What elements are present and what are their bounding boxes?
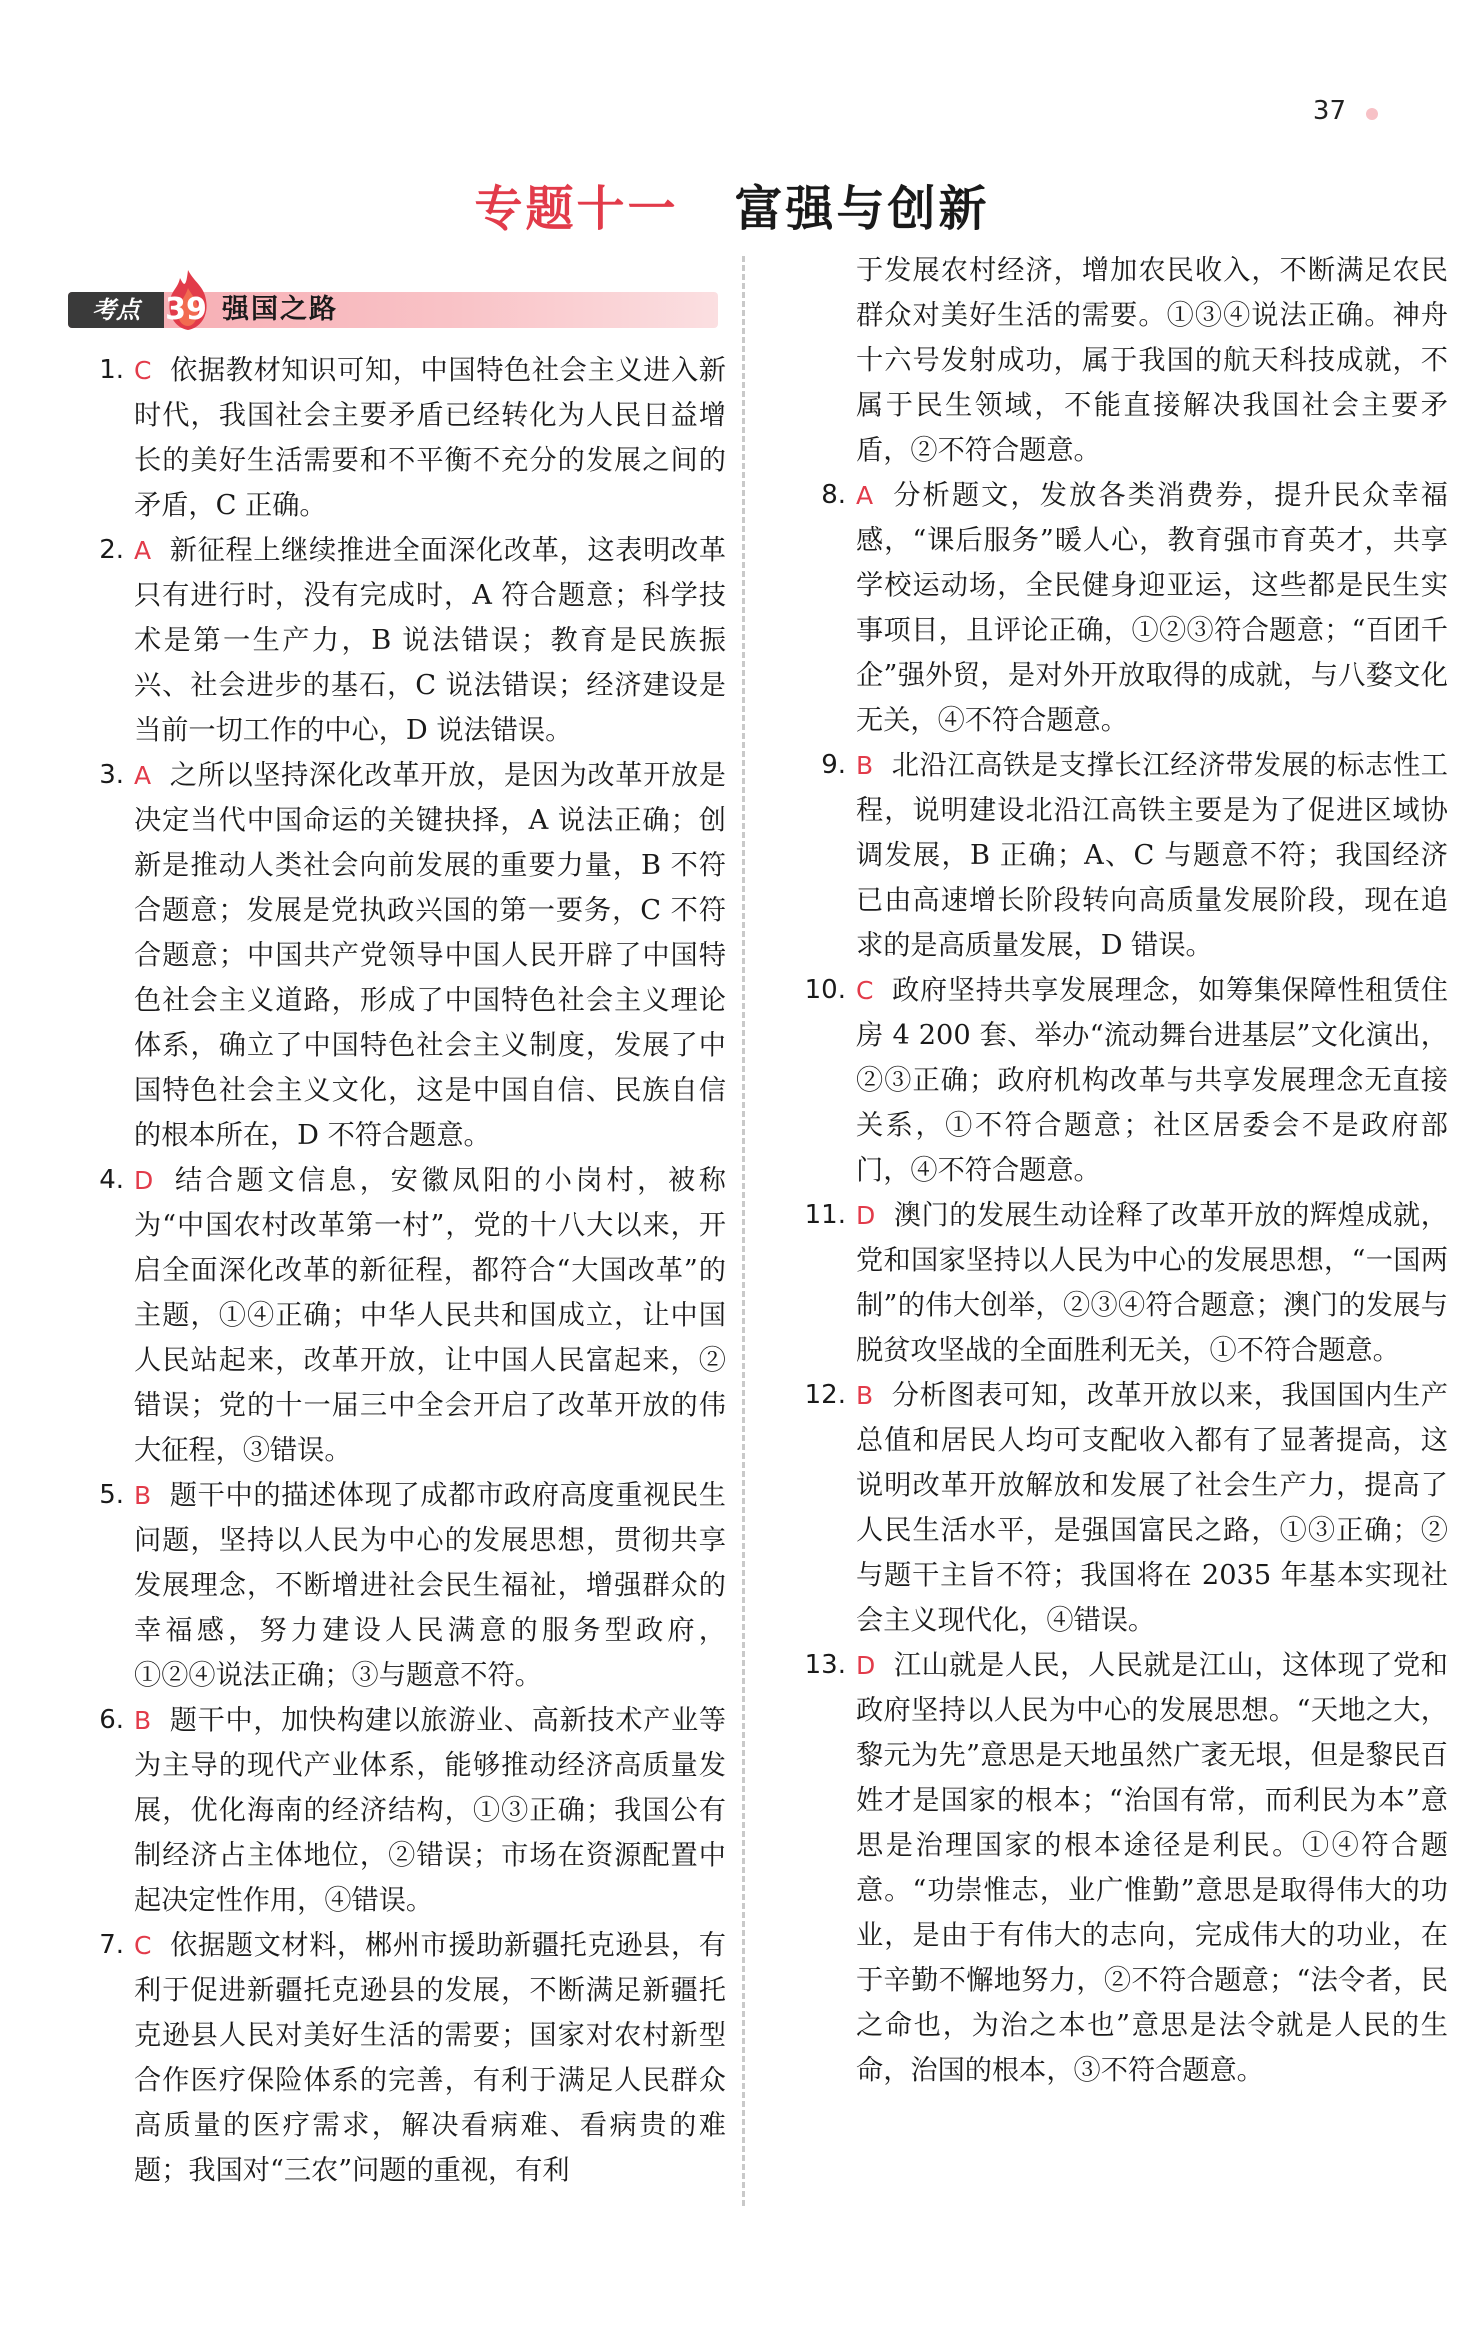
answer-item: [68, 1158, 726, 1473]
answer-item: [68, 1473, 726, 1698]
item-text: 题干中，加快构建以旅游业、高新技术产业等为主导的现代产业体系，能够推动经济高质量发展，优化海南的经济结构，①③正确；我国公有制经济占主体地位，②错误；市场在资源配置中起决定性作用，④错误。: [134, 1705, 726, 1916]
item-text: 新征程上继续推进全面深化改革，这表明改革只有进行时，没有完成时，A 符合题意；科学技术是第一生产力，B 说法错误；教育是民族振兴、社会进步的基石，C 说法错误；经济建设是当前一切工作的中心，D 说法错误。: [134, 535, 726, 746]
answer-letter: B: [856, 751, 874, 780]
item-text: 分析图表可知，改革开放以来，我国国内生产总值和居民人均可支配收入都有了显著提高，这说明改革开放解放和发展了社会生产力，提高了人民生活水平，是强国富民之路，①③正确；②与题干主旨不符；我国将在 2035 年基本实现社会主义现代化，④错误。: [856, 1380, 1448, 1636]
answer-item: [790, 1373, 1448, 1643]
topic-label: 专题十一: [474, 181, 679, 237]
answer-letter: A: [134, 536, 152, 565]
answer-letter: C: [134, 356, 152, 385]
item-number: 5.: [99, 1480, 124, 1510]
item-text: 分析题文，发放各类消费券，提升民众幸福感，“课后服务”暖人心，教育强市育英才，共享学校运动场，全民健身迎亚运，这些都是民生实事项目，且评论正确，①②③符合题意；“百团千企”强外贸，是对外开放取得的成就，与八婺文化无关，④不符合题意。: [856, 480, 1448, 736]
answer-letter: C: [856, 976, 874, 1005]
column-divider: [742, 256, 745, 2206]
page-title: [0, 170, 1464, 239]
item-number: 11.: [804, 1200, 846, 1230]
answer-item: [790, 1643, 1448, 2093]
item-number: 8.: [821, 480, 846, 510]
right-column: [790, 248, 1448, 2093]
answer-letter: A: [134, 761, 152, 790]
page-dot: [1366, 108, 1378, 120]
item-text: 江山就是人民，人民就是江山，这体现了党和政府坚持以人民为中心的发展思想。“天地之大，黎元为先”意思是天地虽然广袤无垠，但是黎民百姓才是国家的根本；“治国有常，而利民为本”意思是治理国家的根本途径是利民。①④符合题意。“功崇惟志，业广惟勤”意思是取得伟大的功业，是由于有伟大的志向，完成伟大的功业，在于辛勤不懈地努力，②不符合题意；“法令者，民之命也，为治之本也”意思是法令就是人民的生命，治国的根本，③不符合题意。: [856, 1650, 1448, 2086]
answer-item: [790, 473, 1448, 743]
continuation-text: 于发展农村经济，增加农民收入，不断满足农民群众对美好生活的需要。①③④说法正确。神舟十六号发射成功，属于我国的航天科技成就，不属于民生领域，不能直接解决我国社会主要矛盾，②不符合题意。: [856, 255, 1448, 466]
answer-letter: B: [134, 1706, 152, 1735]
item-number: 13.: [804, 1650, 846, 1680]
item-number: 2.: [99, 535, 124, 565]
item-number: 10.: [804, 975, 846, 1005]
item-number: 4.: [99, 1165, 124, 1195]
answer-letter: B: [856, 1381, 874, 1410]
item-text: 之所以坚持深化改革开放，是因为改革开放是决定当代中国命运的关键抉择，A 说法正确；创新是推动人类社会向前发展的重要力量，B 不符合题意；发展是党执政兴国的第一要务，C 不符合题意；中国共产党领导中国人民开辟了中国特色社会主义道路，形成了中国特色社会主义理论体系，确立了中国特色社会主义制度，发展了中国特色社会主义文化，这是中国自信、民族自信的根本所在，D 不符合题意。: [134, 760, 726, 1151]
item-number: 12.: [804, 1380, 846, 1410]
item-number: 3.: [99, 760, 124, 790]
left-column: [68, 348, 726, 2193]
item-text: 澳门的发展生动诠释了改革开放的辉煌成就，党和国家坚持以人民为中心的发展思想，“一国两制”的伟大创举，②③④符合题意；澳门的发展与脱贫攻坚战的全面胜利无关，①不符合题意。: [856, 1200, 1448, 1366]
answer-letter: D: [856, 1201, 876, 1230]
kaodian-tag: 考点: [68, 292, 164, 328]
item-number: 6.: [99, 1705, 124, 1735]
item-number: 7.: [99, 1930, 124, 1960]
answer-item: [68, 1698, 726, 1923]
kaodian-number: 39: [165, 292, 207, 327]
page-number: 37: [1312, 96, 1346, 126]
item-text: 北沿江高铁是支撑长江经济带发展的标志性工程，说明建设北沿江高铁主要是为了促进区域协调发展，B 正确；A、C 与题意不符；我国经济已由高速增长阶段转向高质量发展阶段，现在追求的是高质量发展，D 错误。: [856, 750, 1448, 961]
answer-item: [790, 968, 1448, 1193]
kaodian-header: [68, 282, 718, 330]
item-text: 政府坚持共享发展理念，如筹集保障性租赁住房 4 200 套、举办“流动舞台进基层”文化演出，②③正确；政府机构改革与共享发展理念无直接关系，①不符合题意；社区居委会不是政府部门，④不符合题意。: [856, 975, 1448, 1186]
subject-label: 富强与创新: [734, 181, 990, 237]
answer-item: [68, 528, 726, 753]
item-text: 结合题文信息，安徽凤阳的小岗村，被称为“中国农村改革第一村”，党的十八大以来，开启全面深化改革的新征程，都符合“大国改革”的主题，①④正确；中华人民共和国成立，让中国人民站起来，改革开放，让中国人民富起来，②错误；党的十一届三中全会开启了改革开放的伟大征程，③错误。: [134, 1165, 726, 1466]
answer-letter: D: [856, 1651, 876, 1680]
item-text: 题干中的描述体现了成都市政府高度重视民生问题，坚持以人民为中心的发展思想，贯彻共享发展理念，不断增进社会民生福祉，增强群众的幸福感，努力建设人民满意的服务型政府，①②④说法正确；③与题意不符。: [134, 1480, 726, 1691]
item-continuation: [790, 248, 1448, 473]
answer-item: [68, 1923, 726, 2193]
answer-item: [790, 1193, 1448, 1373]
item-number: 1.: [99, 355, 124, 385]
kaodian-name: 强国之路: [222, 294, 338, 325]
answer-letter: D: [134, 1166, 154, 1195]
item-text: 依据教材知识可知，中国特色社会主义进入新时代，我国社会主要矛盾已经转化为人民日益增长的美好生活需要和不平衡不充分的发展之间的矛盾，C 正确。: [134, 355, 726, 521]
item-text: 依据题文材料，郴州市援助新疆托克逊县，有利于促进新疆托克逊县的发展，不断满足新疆托克逊县人民对美好生活的需要；国家对农村新型合作医疗保险体系的完善，有利于满足人民群众高质量的医疗需求，解决看病难、看病贵的难题；我国对“三农”问题的重视，有利: [134, 1930, 726, 2186]
answer-letter: C: [134, 1931, 152, 1960]
item-number: 9.: [821, 750, 846, 780]
answer-letter: A: [856, 481, 874, 510]
answer-item: [68, 348, 726, 528]
answer-letter: B: [134, 1481, 152, 1510]
answer-item: [790, 743, 1448, 968]
answer-item: [68, 753, 726, 1158]
